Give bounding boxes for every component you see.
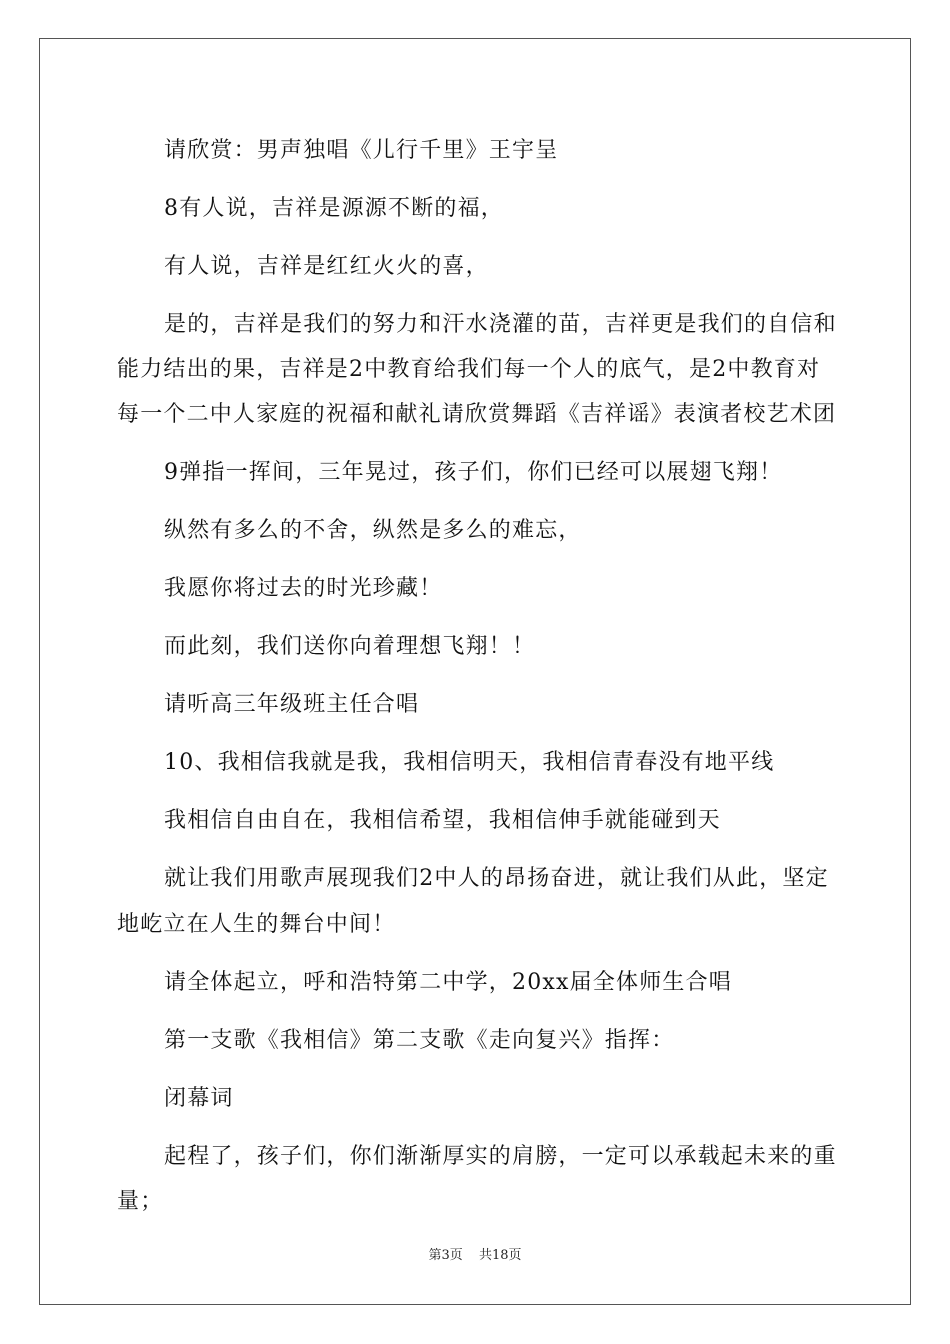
page-number: 第3页 bbox=[428, 1248, 463, 1263]
paragraph: 是的，吉祥是我们的努力和汗水浇灌的苗，吉祥更是我们的自信和能力结出的果，吉祥是2中教育给我们每一个人的底气，是2中教育对每一个二中人家庭的祝福和献礼请欣赏舞蹈《吉祥谣》表演者校艺术团 bbox=[117, 312, 837, 428]
paragraph: 就让我们用歌声展现我们2中人的昂扬奋进，就让我们从此，坚定地屹立在人生的舞台中间！ bbox=[117, 866, 829, 937]
paragraph: 起程了，孩子们，你们渐渐厚实的肩膀，一定可以承载起未来的重量； bbox=[117, 1143, 837, 1214]
page-footer bbox=[0, 1246, 950, 1266]
paragraph: 而此刻，我们送你向着理想飞翔！！ bbox=[164, 634, 536, 660]
paragraph: 请欣赏：男声独唱《儿行千里》王宇呈 bbox=[164, 138, 559, 163]
paragraph: 闭幕词 bbox=[164, 1085, 234, 1111]
paragraph: 我相信自由自在，我相信希望，我相信伸手就能碰到天 bbox=[164, 808, 721, 834]
document-body bbox=[117, 128, 837, 1237]
paragraph: 8有人说，吉祥是源源不断的福， bbox=[164, 196, 504, 221]
paragraph: 请听高三年级班主任合唱 bbox=[164, 692, 420, 718]
paragraph: 请全体起立，呼和浩特第二中学，20xx届全体师生合唱 bbox=[164, 969, 733, 995]
paragraph: 纵然有多么的不舍，纵然是多么的难忘， bbox=[164, 518, 582, 544]
paragraph: 有人说，吉祥是红红火火的喜， bbox=[164, 254, 489, 279]
paragraph: 10、我相信我就是我，我相信明天，我相信青春没有地平线 bbox=[164, 750, 775, 776]
paragraph: 9弹指一挥间，三年晃过，孩子们，你们已经可以展翅飞翔！ bbox=[164, 460, 783, 486]
paragraph: 我愿你将过去的时光珍藏！ bbox=[164, 576, 443, 602]
page-total: 共18页 bbox=[478, 1248, 522, 1263]
paragraph: 第一支歌《我相信》第二支歌《走向复兴》指挥： bbox=[164, 1027, 675, 1053]
